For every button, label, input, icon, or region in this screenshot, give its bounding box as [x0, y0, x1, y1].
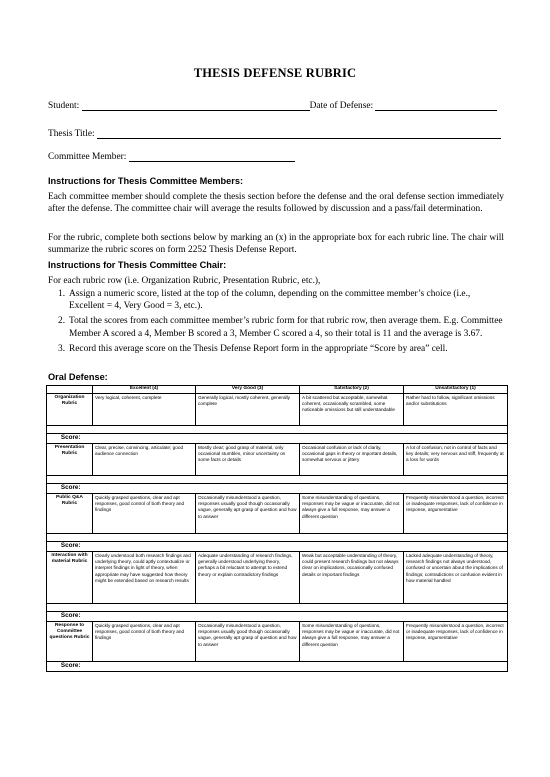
oral-defense-heading: Oral Defense:: [48, 372, 108, 382]
score-row: [47, 484, 508, 494]
chair-instructions-heading: Instructions for Thesis Committee Chair:: [48, 260, 227, 270]
rubric-cell-very-good[interactable]: Occasionally misunderstood a question, responses usually good though occasionally vague, generally apt grasp of question and how to answer: [196, 494, 300, 534]
committee-member-field-row: [48, 152, 295, 166]
date-label: Date of Defense:: [309, 101, 374, 111]
members-instructions-para-1: Each committee member should complete the thesis section before the defense and the oral defense section immediately after the defense. The committee chair will average the results followed by discussion and a pass/fail determination.: [48, 192, 504, 215]
rubric-row-presentation: [47, 444, 508, 476]
score-row: [47, 542, 508, 552]
column-header-unsatisfactory: Unsatisfactory (1): [404, 386, 508, 394]
rubric-cell-very-good[interactable]: Mostly clear; good grasp of material, only occasional stumbles, minor uncertainty on some facts or details: [196, 444, 300, 476]
chair-step: 1. Assign a numeric score, listed at the top of the column, depending on the committee member’s choice (i.e., Excellent = 4, Very Good = 3, etc.).: [58, 289, 471, 312]
column-header-excellent: Excellent (4): [93, 386, 196, 394]
rubric-cell-unsatisfactory[interactable]: Frequently misunderstood a question, incorrect or inadequate responses, lack of confidence in response, argumentative: [404, 622, 508, 662]
student-field-row: [48, 101, 497, 115]
chair-instructions-intro: For each rubric row (i.e. Organization Rubric, Presentation Rubric, etc.),: [48, 276, 321, 286]
date-input-line[interactable]: [375, 101, 497, 111]
rubric-cell-satisfactory[interactable]: Weak but acceptable understanding of theory, could present research findings but not always clear on implications, occasionally confused details or important findings: [300, 552, 404, 604]
rubric-cell-excellent[interactable]: Very logical, coherent, complete: [93, 394, 196, 426]
rubric-header-row: [47, 386, 508, 394]
page-title: THESIS DEFENSE RUBRIC: [193, 66, 357, 80]
score-row: [47, 434, 508, 444]
thesis-title-label: Thesis Title:: [48, 129, 95, 139]
score-label: Score:: [47, 662, 93, 672]
chair-steps-list: [48, 288, 508, 358]
rubric-cell-unsatisfactory[interactable]: Frequently misunderstood a question, incorrect or inadequate responses, lack of confidence in response, argumentative: [404, 494, 508, 534]
thesis-title-field-row: [48, 129, 501, 143]
rubric-row-interaction: [47, 552, 508, 604]
rubric-cell-excellent[interactable]: Quickly grasped questions, clear and apt responses, good control of both theory and findings: [93, 622, 196, 662]
score-label: Score:: [47, 542, 93, 552]
column-header-very-good: Very Good (3): [196, 386, 300, 394]
student-label: Student:: [48, 101, 80, 111]
committee-member-input-line[interactable]: [129, 152, 295, 162]
rubric-cell-excellent[interactable]: Clear, precise, convincing, articulate; good audience connection: [93, 444, 196, 476]
rubric-cell-satisfactory[interactable]: Some misunderstanding of questions, responses may be vague or inaccurate, did not always give a full response, may answer a different question: [300, 622, 404, 662]
criterion-label: Response to Committee questions Rubric: [47, 622, 93, 662]
rubric-cell-unsatisfactory[interactable]: Rather hard to follow, significant omissions and/or substitutions: [404, 394, 508, 426]
score-input[interactable]: [93, 484, 508, 494]
rubric-cell-satisfactory[interactable]: Occasional confusion or lack of clarity, occasional gaps in theory or important details, somewhat nervous or jittery: [300, 444, 404, 476]
score-row: [47, 662, 508, 672]
rubric-cell-very-good[interactable]: Occasionally misunderstood a question, responses usually good though occasionally vague, generally apt grasp of question and how to answer: [196, 622, 300, 662]
committee-member-label: Committee Member:: [48, 152, 127, 162]
members-instructions-para-2: For the rubric, complete both sections below by marking an (x) in the appropriate box for each rubric line. The chair will summarize the rubric scores on form 2252 Thesis Defense Report.: [48, 233, 504, 256]
score-input[interactable]: [93, 542, 508, 552]
column-header-blank: [47, 386, 93, 394]
criterion-label: Interaction with material Rubric: [47, 552, 93, 604]
thesis-title-input-line[interactable]: [97, 129, 501, 139]
rubric-cell-excellent[interactable]: Clearly understood both research findings and underlying theory, could aptly contextualize or interpret findings in light of theory, when appropriate may have suggested how theory might be extended based on research results: [93, 552, 196, 604]
oral-defense-rubric-table: [46, 385, 508, 672]
members-instructions-heading: Instructions for Thesis Committee Members:: [48, 176, 244, 186]
score-input[interactable]: [93, 434, 508, 444]
score-row: [47, 612, 508, 622]
column-header-satisfactory: Satisfactory (2): [300, 386, 404, 394]
rubric-row-committee-questions: [47, 622, 508, 662]
score-label: Score:: [47, 434, 93, 444]
criterion-label: Public Q&A Rubric: [47, 494, 93, 534]
rubric-cell-very-good[interactable]: Adequate understanding of research findings, generally understood underlying theory, perhaps a bit reluctant to attempt to extend theory or explain contradictory findings: [196, 552, 300, 604]
rubric-cell-satisfactory[interactable]: A bit scattered but acceptable, somewhat coherent, occasionally scrambled, some noticeable omissions but still understandable: [300, 394, 404, 426]
rubric-cell-very-good[interactable]: Generally logical, mostly coherent, generally complete: [196, 394, 300, 426]
rubric-row-public-qa: [47, 494, 508, 534]
rubric-cell-unsatisfactory[interactable]: Lacked adequate understanding of theory, research findings not always understood, confused or uncertain about the implications of findings; contradictions or confusion evident in how material handled: [404, 552, 508, 604]
rubric-row-organization: [47, 394, 508, 426]
student-input-line[interactable]: [82, 101, 310, 111]
score-label: Score:: [47, 612, 93, 622]
criterion-label: Presentation Rubric: [47, 444, 93, 476]
rubric-cell-excellent[interactable]: Quickly grasped questions, clear and apt responses, good control of both theory and findings: [93, 494, 196, 534]
chair-step: 3. Record this average score on the Thesis Defense Report form in the appropriate “Score by area” cell.: [58, 343, 448, 354]
rubric-cell-unsatisfactory[interactable]: A lot of confusion, not in control of facts and key details; very nervous and stiff, frequently at a loss for words: [404, 444, 508, 476]
score-input[interactable]: [93, 662, 508, 672]
criterion-label: Organization Rubric: [47, 394, 93, 426]
score-label: Score:: [47, 484, 93, 494]
score-input[interactable]: [93, 612, 508, 622]
rubric-cell-satisfactory[interactable]: Some misunderstanding of questions, responses may be vague or inaccurate, did not always give a full response, may answer a different question: [300, 494, 404, 534]
chair-step: 2. Total the scores from each committee member’s rubric form for that rubric row, then average them. E.g. Committee Member A scored a 4, Member B scored a 3, Member C scored a 4, so their total is 11 and the average is 3.67.: [58, 316, 503, 339]
